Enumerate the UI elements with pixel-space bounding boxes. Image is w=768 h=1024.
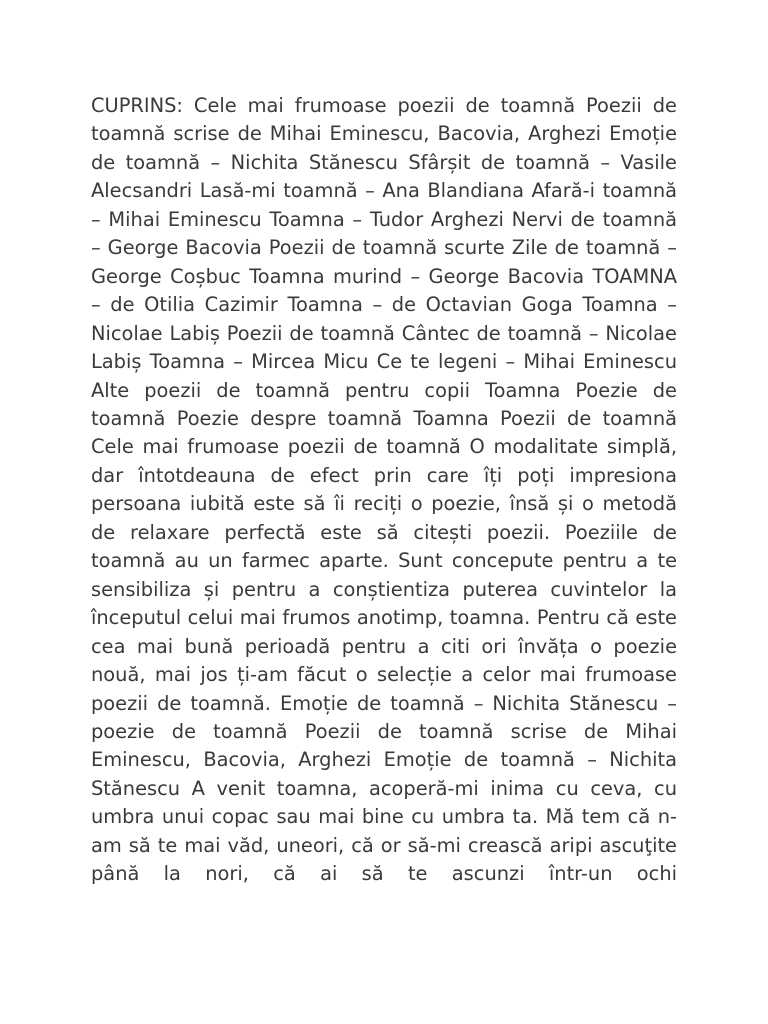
body-paragraph: CUPRINS: Cele mai frumoase poezii de toamnă Poezii de toamnă scrise de Mihai Eminescu, Bacovia, Arghezi Emoție de toamnă – Nichita Stănescu Sfârșit de toamnă – Vasile Alecsandri Lasă-mi toamnă – Ana Blandiana Afară-i toamnă – Mihai Eminescu Toamna – Tudor Arghezi Nervi de toamnă – George Bacovia Poezii de toamnă scurte Zile de toamnă – George Coșbuc Toamna murind – George Bacovia TOAMNA – de Otilia Cazimir Toamna – de Octavian Goga Toamna – Nicolae Labiș Poezii de toamnă Cântec de toamnă – Nicolae Labiș Toamna – Mircea Micu Ce te legeni – Mihai Eminescu Alte poezii de toamnă pentru copii Toamna Poezie de toamnă Poezie despre toamnă Toamna Poezii de toamnă Cele mai frumoase poezii de toamnă O modalitate simplă, dar întotdeauna de efect prin care îți poți impresiona persoana iubită este să îi reciți o poezie, însă și o metodă de relaxare perfectă este să citești poezii. Poeziile de toamnă au un farmec aparte. Sunt concepute pentru a te sensibiliza și pentru a conștientiza puterea cuvintelor la începutul celui mai frumos anotimp, toamna. Pentru că este cea mai bună perioadă pentru a citi ori învăța o poezie nouă, mai jos ți-am făcut o selecție a celor mai frumoase poezii de toamnă. Emoție de toamnă – Nichita Stănescu – poezie de toamnă Poezii de toamnă scrise de Mihai Eminescu, Bacovia, Arghezi Emoție de toamnă – Nichita Stănescu A venit toamna, acoperă-mi inima cu ceva, cu umbra unui copac sau mai bine cu umbra ta. Mă tem că n-am să te mai văd, uneori, că or să-mi crească aripi ascuţite până la nori, că ai să te ascunzi într-un ochi <box>91 94 677 886</box>
document-body <box>91 92 677 889</box>
